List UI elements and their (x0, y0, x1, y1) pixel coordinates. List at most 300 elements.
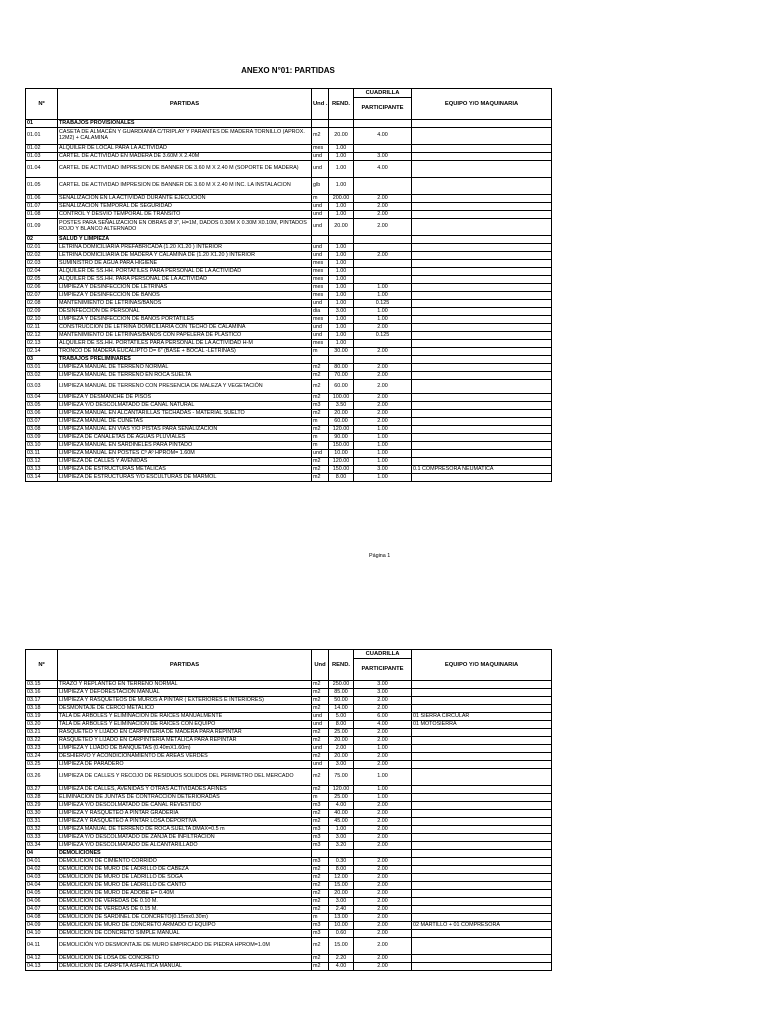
cell-rend: 8.00 (329, 474, 354, 482)
cell-partida: DEMOLICION DE SARDINEL DE CONCRETO(0.15mx0.30m) (58, 914, 312, 922)
cell-equipo (412, 426, 552, 434)
cell-code: 04.12 (26, 955, 58, 963)
cell-partida: LETRINA DOMICILIARIA PREFABRICADA (1.20 X1.20 ) INTERIOR (58, 244, 312, 252)
table-row (26, 252, 552, 260)
cell-partida: LIMPIEZA Y RASQUETEO A PINTAR LOSA DEPORTIVA (58, 818, 312, 826)
cell-rend: 1.00 (329, 153, 354, 161)
cell-und: m2 (312, 866, 329, 874)
cell-code: 04.10 (26, 930, 58, 938)
cell-code: 03.09 (26, 434, 58, 442)
cell-equipo (412, 697, 552, 705)
cell-rend: 120.00 (329, 426, 354, 434)
cell-participante: 1.00 (354, 769, 412, 786)
cell-equipo (412, 450, 552, 458)
cell-participante: 2.00 (354, 882, 412, 890)
cell-partida: MANTENIMIENTO DE LETRINAS/BAÑOS CON PAPELERA DE PLASTICO (58, 332, 312, 340)
cell-partida: LIMPIEZA Y/O DESCOLMATADO DE ALCANTARILLADO (58, 842, 312, 850)
cell-participante: 2.00 (354, 906, 412, 914)
cell-equipo (412, 786, 552, 794)
cell-participante: 1.00 (354, 745, 412, 753)
cell-code: 03.33 (26, 834, 58, 842)
cell-und: m3 (312, 802, 329, 810)
cell-und: m2 (312, 874, 329, 882)
cell-participante: 2.00 (354, 842, 412, 850)
cell-code: 02.05 (26, 276, 58, 284)
cell-und: und (312, 252, 329, 260)
cell-code: 04.13 (26, 963, 58, 971)
cell-partida: DEMOLICIÓN DE CARPETA ASFALTICA MANUAL (58, 963, 312, 971)
cell-rend: 80.00 (329, 364, 354, 372)
table-row (26, 898, 552, 906)
cell-rend: 1.00 (329, 260, 354, 268)
cell-participante: 2.00 (354, 834, 412, 842)
cell-und: m2 (312, 426, 329, 434)
col-header-num: Nº (26, 650, 58, 681)
table-row (26, 938, 552, 955)
table-row (26, 786, 552, 794)
cell-rend: 1.00 (329, 340, 354, 348)
cell-code: 02 (26, 236, 58, 244)
cell-equipo (412, 689, 552, 697)
cell-rend: 90.00 (329, 434, 354, 442)
cell-code: 03.15 (26, 681, 58, 689)
cell-rend: 100.00 (329, 394, 354, 402)
cell-code: 03.05 (26, 402, 58, 410)
cell-partida: CONTROL Y DESVÍO TEMPORAL DE TRANSITO (58, 211, 312, 219)
cell-und: m2 (312, 753, 329, 761)
cell-equipo (412, 938, 552, 955)
cell-code: 02.09 (26, 308, 58, 316)
cell-und: m3 (312, 826, 329, 834)
cell-partida: LIMPIEZA Y DESINFECCION DE BAÑOS (58, 292, 312, 300)
table-row (26, 914, 552, 922)
table-row (26, 842, 552, 850)
cell-equipo (412, 914, 552, 922)
cell-partida: LIMPIEZA MANUAL EN SARDINELES PARA PINTADO (58, 442, 312, 450)
cell-participante (354, 236, 412, 244)
table-row (26, 963, 552, 971)
col-header-und: Und (312, 650, 329, 681)
cell-participante: 0.125 (354, 332, 412, 340)
cell-und: und (312, 332, 329, 340)
cell-partida: LIMPIEZA MANUAL DE TERRENO DE ROCA SUELTA DMAX=0.5 m (58, 826, 312, 834)
cell-partida: DESMONTAJE DE CERCO METALICO (58, 705, 312, 713)
cell-partida: CONSTRUCCION DE LETRINA DOMICILIARIA CON TECHO DE CALAMINA (58, 324, 312, 332)
cell-partida: LIMPIEZA Y DESMANCHE DE PISOS (58, 394, 312, 402)
cell-rend: 3.50 (329, 402, 354, 410)
table-row (26, 178, 552, 195)
cell-equipo (412, 442, 552, 450)
cell-equipo (412, 236, 552, 244)
cell-equipo (412, 729, 552, 737)
table-row (26, 826, 552, 834)
cell-code: 04 (26, 850, 58, 858)
table-row (26, 410, 552, 418)
cell-code: 01.04 (26, 161, 58, 178)
table-body-page-2 (26, 681, 552, 971)
col-header-partidas: PARTIDAS (58, 650, 312, 681)
cell-und: m3 (312, 834, 329, 842)
cell-code: 01.06 (26, 195, 58, 203)
cell-participante: 2.00 (354, 898, 412, 906)
cell-code: 03.23 (26, 745, 58, 753)
cell-und: m2 (312, 938, 329, 955)
cell-equipo (412, 858, 552, 866)
cell-rend: 1.00 (329, 211, 354, 219)
table-row (26, 745, 552, 753)
cell-participante: 1.00 (354, 474, 412, 482)
cell-rend: 14.00 (329, 705, 354, 713)
table-body-page-1 (26, 120, 552, 482)
cell-equipo (412, 826, 552, 834)
cell-code: 01.05 (26, 178, 58, 195)
cell-equipo (412, 474, 552, 482)
cell-rend: 5.00 (329, 713, 354, 721)
cell-code: 03.14 (26, 474, 58, 482)
cell-code: 03.34 (26, 842, 58, 850)
cell-rend: 2.40 (329, 906, 354, 914)
cell-equipo (412, 745, 552, 753)
col-header-participante: PARTICIPANTE (354, 659, 412, 681)
partidas-table-page-1 (25, 88, 552, 482)
cell-code: 03.18 (26, 705, 58, 713)
table-row (26, 802, 552, 810)
col-header-rend: REND. (329, 650, 354, 681)
cell-und: m3 (312, 922, 329, 930)
table-row (26, 348, 552, 356)
cell-equipo (412, 324, 552, 332)
cell-und: m2 (312, 705, 329, 713)
cell-und: m (312, 348, 329, 356)
cell-partida: SUMINISTRO DE AGUA PARA HIGIENE (58, 260, 312, 268)
cell-rend: 20.00 (329, 128, 354, 145)
table-row (26, 466, 552, 474)
cell-equipo: 0.1 COMPRESORA NEUMATICA (412, 466, 552, 474)
cell-partida: TALA DE ARBOLES Y ELIMINACIÓN DE RAICES MANUALMENTE (58, 713, 312, 721)
cell-partida: LIMPIEZA MANUAL DE TERRENO EN ROCA SUELTA (58, 372, 312, 380)
cell-rend: 45.00 (329, 818, 354, 826)
cell-rend: 1.00 (329, 161, 354, 178)
table-row (26, 866, 552, 874)
cell-equipo (412, 810, 552, 818)
cell-partida: DEMOLICION DE MURO DE LADRILLO DE CABEZA (58, 866, 312, 874)
cell-code: 04.03 (26, 874, 58, 882)
cell-partida: DEMOLICIONES (58, 850, 312, 858)
cell-partida: LIMPIEZA DE ESTRUCTURAS Y/O ESCULTURAS DE MARMOL (58, 474, 312, 482)
cell-participante: 1.00 (354, 308, 412, 316)
cell-code: 03.20 (26, 721, 58, 729)
cell-partida: LIMPIEZA Y RASQUETEOS DE MUROS A PINTAR ( EXTERIORES E INTERIORES) (58, 697, 312, 705)
cell-rend: 1.00 (329, 300, 354, 308)
cell-equipo (412, 372, 552, 380)
table-row (26, 364, 552, 372)
cell-rend: 1.00 (329, 284, 354, 292)
cell-code: 03.03 (26, 380, 58, 394)
cell-participante: 1.00 (354, 292, 412, 300)
cell-partida: LIMPIEZA MANUAL DE TERRENO NORMAL (58, 364, 312, 372)
cell-equipo (412, 276, 552, 284)
cell-participante: 1.00 (354, 458, 412, 466)
cell-und: mes (312, 268, 329, 276)
cell-code: 02.10 (26, 316, 58, 324)
table-row (26, 753, 552, 761)
cell-participante: 2.00 (354, 348, 412, 356)
cell-partida: LIMPIEZA DE ESTRUCTURAS METALICAS (58, 466, 312, 474)
cell-equipo (412, 418, 552, 426)
cell-participante: 2.00 (354, 324, 412, 332)
cell-partida: SEÑALIZACION EN LA ACTIVIDAD DURANTE EJECUCION (58, 195, 312, 203)
cell-und: m3 (312, 930, 329, 938)
cell-participante: 4.00 (354, 721, 412, 729)
cell-partida: TRABAJOS PRELIMINARES (58, 356, 312, 364)
cell-participante: 2.00 (354, 866, 412, 874)
cell-rend: 12.00 (329, 874, 354, 882)
cell-participante: 2.00 (354, 874, 412, 882)
cell-participante: 1.00 (354, 284, 412, 292)
cell-und: m2 (312, 818, 329, 826)
cell-code: 01.09 (26, 219, 58, 236)
cell-und: m2 (312, 681, 329, 689)
cell-code: 02.13 (26, 340, 58, 348)
cell-rend: 40.00 (329, 810, 354, 818)
col-header-partidas: PARTIDAS (58, 89, 312, 120)
cell-rend: 20.00 (329, 737, 354, 745)
cell-equipo (412, 340, 552, 348)
cell-und: m2 (312, 394, 329, 402)
cell-equipo (412, 195, 552, 203)
cell-code: 04.02 (26, 866, 58, 874)
table-row (26, 689, 552, 697)
table-row (26, 260, 552, 268)
cell-und: m2 (312, 466, 329, 474)
cell-code: 04.07 (26, 906, 58, 914)
table-row (26, 834, 552, 842)
cell-rend: 150.00 (329, 466, 354, 474)
cell-participante: 1.00 (354, 450, 412, 458)
cell-code: 04.11 (26, 938, 58, 955)
cell-participante: 1.00 (354, 794, 412, 802)
cell-partida: DEMOLICION DE CONCRETO SIMPLE MANUAL (58, 930, 312, 938)
cell-participante: 2.00 (354, 818, 412, 826)
cell-und: m2 (312, 963, 329, 971)
table-row (26, 284, 552, 292)
cell-equipo (412, 866, 552, 874)
cell-code: 02.01 (26, 244, 58, 252)
cell-rend: 8.00 (329, 721, 354, 729)
cell-participante: 4.00 (354, 128, 412, 145)
cell-partida: RASQUETEO Y LIJADO EN CARPINTERÍA METÁLICA PARA REPINTAR (58, 737, 312, 745)
cell-partida: RASQUETEO Y LIJADO EN CARPINTERÍA DE MADERA PARA REPINTAR (58, 729, 312, 737)
cell-partida: POSTES PARA SEÑALIZACION EN OBRAS Ø 3", H=1M, DADOS 0.30M X 0.30M X0.10M, PINTADOS ROJO Y BLANCO ALTERNADO (58, 219, 312, 236)
cell-partida: TRAZO Y REPLANTEO EN TERRENO NORMAL (58, 681, 312, 689)
cell-code: 02.12 (26, 332, 58, 340)
cell-participante: 2.00 (354, 761, 412, 769)
cell-equipo (412, 300, 552, 308)
cell-participante: 2.00 (354, 418, 412, 426)
cell-und: m2 (312, 737, 329, 745)
cell-equipo (412, 394, 552, 402)
cell-rend: 2.20 (329, 955, 354, 963)
cell-partida: LIMPIEZA Y DESINFECCION DE BAÑOS PORTATILES (58, 316, 312, 324)
cell-code: 03.29 (26, 802, 58, 810)
cell-participante: 2.00 (354, 364, 412, 372)
cell-und: und (312, 745, 329, 753)
cell-und: und (312, 244, 329, 252)
cell-equipo (412, 906, 552, 914)
cell-code: 03.07 (26, 418, 58, 426)
cell-rend: 3.00 (329, 308, 354, 316)
cell-partida: CARTEL DE ACTIVIDAD IMPRESION DE BANNER DE 3.60 M X 2.40 M INC. LA INSTALACION (58, 178, 312, 195)
cell-rend: 20.00 (329, 410, 354, 418)
table-row (26, 308, 552, 316)
cell-code: 04.06 (26, 898, 58, 906)
cell-rend: 50.00 (329, 697, 354, 705)
cell-equipo (412, 161, 552, 178)
table-row (26, 721, 552, 729)
cell-participante: 2.00 (354, 380, 412, 394)
cell-partida: LIMPIEZA MANUAL DE CUNETAS (58, 418, 312, 426)
table-row (26, 316, 552, 324)
col-header-cuadrilla: CUADRILLA (354, 650, 412, 659)
cell-rend: 3.00 (329, 834, 354, 842)
cell-equipo (412, 955, 552, 963)
cell-rend: 1.00 (329, 826, 354, 834)
cell-equipo (412, 402, 552, 410)
partidas-table-page-2 (25, 649, 552, 971)
cell-und: m2 (312, 380, 329, 394)
cell-und: m2 (312, 458, 329, 466)
cell-partida: ALQUILER DE SS.HH. PORTATILES PARA PERSONAL DE LA ACTIVIDAD H-M (58, 340, 312, 348)
cell-partida: DEMOLICION DE VEREDAS DE 0.10 M. (58, 898, 312, 906)
table-row (26, 858, 552, 866)
cell-equipo: 02 MARTILLO + 01 COMPRESORA (412, 922, 552, 930)
cell-partida: LIMPIEZA Y RASQUETEO A PINTAR GRADERIA (58, 810, 312, 818)
cell-equipo (412, 292, 552, 300)
cell-rend: 3.00 (329, 761, 354, 769)
cell-code: 03.10 (26, 442, 58, 450)
table-row (26, 697, 552, 705)
cell-participante (354, 276, 412, 284)
cell-und: m2 (312, 689, 329, 697)
cell-und: m (312, 442, 329, 450)
cell-equipo (412, 364, 552, 372)
cell-rend: 0.60 (329, 930, 354, 938)
cell-und: m2 (312, 474, 329, 482)
cell-participante (354, 244, 412, 252)
cell-equipo (412, 260, 552, 268)
cell-partida: LIMPIEZA Y DEFORESTACION MANUAL (58, 689, 312, 697)
cell-code: 03.27 (26, 786, 58, 794)
table-row (26, 211, 552, 219)
cell-participante (354, 260, 412, 268)
table-row (26, 769, 552, 786)
table-row (26, 300, 552, 308)
cell-participante: 3.00 (354, 153, 412, 161)
cell-partida: ELIMINACION DE JUNTAS DE CONTRACCION DETERIORADAS (58, 794, 312, 802)
col-header-equipo: EQUIPO Y/O MAQUINARIA (412, 650, 552, 681)
cell-code: 03.30 (26, 810, 58, 818)
cell-partida: DEMOLICIÓN Y/O DESMONTAJE DE MURO EMPIRCADO DE PIEDRA HPROM=1.0M (58, 938, 312, 955)
cell-rend: 60.00 (329, 418, 354, 426)
cell-code: 02.07 (26, 292, 58, 300)
cell-partida: DEMOLICION DE MURO DE ADOBE E= 0.40M (58, 890, 312, 898)
table-row (26, 818, 552, 826)
cell-rend (329, 120, 354, 128)
cell-und: und (312, 300, 329, 308)
cell-und: glb (312, 178, 329, 195)
table-row (26, 794, 552, 802)
cell-und: und (312, 721, 329, 729)
cell-rend: 200.00 (329, 195, 354, 203)
cell-equipo (412, 284, 552, 292)
cell-code: 02.06 (26, 284, 58, 292)
cell-participante: 2.00 (354, 211, 412, 219)
cell-partida: LIMPIEZA MANUAL EN ALCANTARILLAS TECHADAS - MATERIAL SUELTO (58, 410, 312, 418)
cell-partida: LIMPIEZA Y LIJADO DE BANQUETAS (0.40mX1.60m) (58, 745, 312, 753)
cell-participante (354, 268, 412, 276)
cell-equipo (412, 356, 552, 364)
cell-equipo (412, 244, 552, 252)
cell-participante: 2.00 (354, 402, 412, 410)
cell-und: m3 (312, 402, 329, 410)
cell-und: m2 (312, 697, 329, 705)
table-row (26, 906, 552, 914)
cell-rend: 1.00 (329, 332, 354, 340)
cell-participante (354, 178, 412, 195)
cell-partida: LIMPIEZA MANUAL EN POSTES Cº Aº HPROM= 1.60M (58, 450, 312, 458)
table-row (26, 930, 552, 938)
cell-equipo (412, 252, 552, 260)
section-row (26, 356, 552, 364)
cell-partida: DEMOLICIÓN DE LOSA DE CONCRETO (58, 955, 312, 963)
cell-rend: 70.00 (329, 372, 354, 380)
cell-rend: 0.30 (329, 858, 354, 866)
cell-und: m (312, 914, 329, 922)
cell-code: 01.07 (26, 203, 58, 211)
cell-partida: DEMOLICION DE MURO DE CONCRETO ARMADO C/ EQUIPO (58, 922, 312, 930)
cell-partida: ALQUILER DE LOCAL PARA LA ACTIVIDAD (58, 145, 312, 153)
cell-partida: ALQUILER DE SS.HH. PARA PERSONAL DE LA ACTIVIDAD (58, 276, 312, 284)
cell-und: m2 (312, 890, 329, 898)
cell-code: 02.08 (26, 300, 58, 308)
cell-participante: 6.00 (354, 713, 412, 721)
cell-equipo (412, 890, 552, 898)
table-row (26, 922, 552, 930)
cell-partida: DEMOLICION DE MURO DE LADRILLO DE SOGA (58, 874, 312, 882)
cell-code: 01.02 (26, 145, 58, 153)
cell-rend: 1.00 (329, 145, 354, 153)
table-row (26, 203, 552, 211)
table-row (26, 324, 552, 332)
cell-rend: 1.00 (329, 178, 354, 195)
cell-rend: 1.00 (329, 203, 354, 211)
cell-equipo (412, 380, 552, 394)
cell-und (312, 120, 329, 128)
cell-participante: 2.00 (354, 890, 412, 898)
cell-und (312, 850, 329, 858)
cell-und: m2 (312, 786, 329, 794)
cell-rend: 10.00 (329, 450, 354, 458)
table-row (26, 402, 552, 410)
cell-equipo (412, 842, 552, 850)
cell-equipo: 01 MOTOSIERRA (412, 721, 552, 729)
cell-rend (329, 356, 354, 364)
cell-equipo (412, 178, 552, 195)
cell-participante: 2.00 (354, 705, 412, 713)
cell-code: 03.12 (26, 458, 58, 466)
cell-code: 02.03 (26, 260, 58, 268)
cell-rend: 13.00 (329, 914, 354, 922)
